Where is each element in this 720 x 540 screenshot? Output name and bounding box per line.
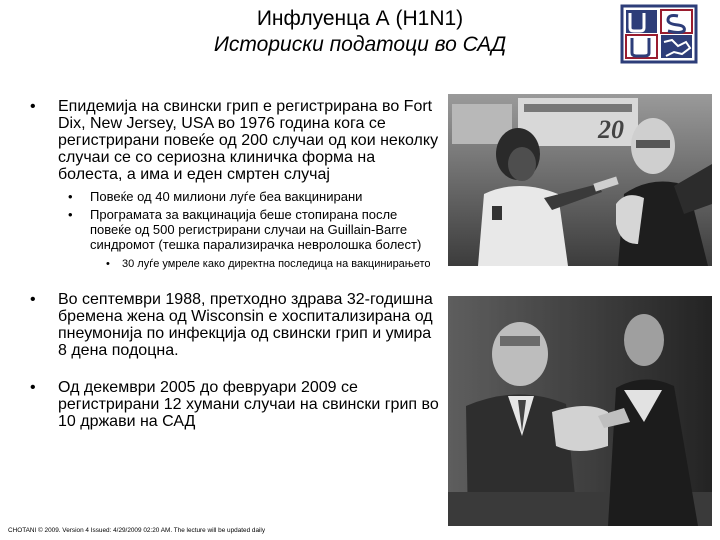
bullet-text-1976-epidemic: Епидемија на свински грип е регистрирана во Fort Dix, New Jersey, USA во 1976 година кога се регистрирани повеќе од 200 случаи од кои неколку случаи се со сериозна клиничка форма на болеста, а има и еден смртен случај bbox=[58, 98, 439, 183]
bullet-list bbox=[30, 98, 440, 430]
bullet-marker: • bbox=[68, 189, 73, 204]
sub-sub-bullet-text-deaths: 30 луѓе умреле како директна последица на вакцинирањето bbox=[122, 258, 431, 270]
sub-bullet-item bbox=[30, 207, 440, 252]
sub-bullet-text-vaccinated: Повеќе од 40 милиони луѓе беа вакцинирани bbox=[90, 189, 363, 204]
bullet-text-1988-case: Во септември 1988, претходно здрава 32-годишна бремена жена од Wisconsin е хоспитализирана од пнеумонија по инфекција од свински грип и умира 8 дена подоцна. bbox=[58, 291, 433, 359]
bullet-text-2005-2009-cases: Од декември 2005 до февруари 2009 се регистрирани 12 хумани случаи на свински грип во 10 држави на САД bbox=[58, 379, 439, 430]
bullet-marker: • bbox=[30, 291, 36, 308]
bullet-marker: • bbox=[68, 207, 73, 222]
sub-sub-bullet-item bbox=[30, 258, 440, 271]
bullet-marker: • bbox=[30, 98, 36, 115]
poster-text: 20 bbox=[598, 115, 624, 144]
slide-subtitle: Историски податоци во САД bbox=[213, 33, 507, 56]
sub-bullet-text-program-stopped: Програмата за вакцинација беше стопирана после повеќе од 500 регистрирани случаи на Guillain-Barre синдромот (тешка парализирачка невролошка болест) bbox=[90, 207, 422, 252]
footer-copyright: CHOTANI © 2009. Version 4 Issued: 4/29/2009 02:20 AM. The lecture will be updated daily bbox=[8, 527, 266, 534]
title-block bbox=[0, 6, 720, 58]
vaccination-photo-icon bbox=[448, 296, 712, 526]
bullet-item bbox=[30, 291, 440, 359]
vaccination-photo-1976 bbox=[448, 94, 712, 266]
bullet-marker: • bbox=[106, 258, 110, 270]
bullet-item bbox=[30, 379, 440, 430]
bullet-item bbox=[30, 98, 440, 183]
slide-title: Инфлуенца А (H1N1) bbox=[256, 7, 464, 30]
bullet-marker: • bbox=[30, 379, 36, 396]
sub-bullet-item bbox=[30, 189, 440, 204]
vaccination-photo-icon bbox=[448, 94, 712, 266]
usu-logo bbox=[620, 4, 698, 64]
vaccination-photo-president bbox=[448, 296, 712, 526]
